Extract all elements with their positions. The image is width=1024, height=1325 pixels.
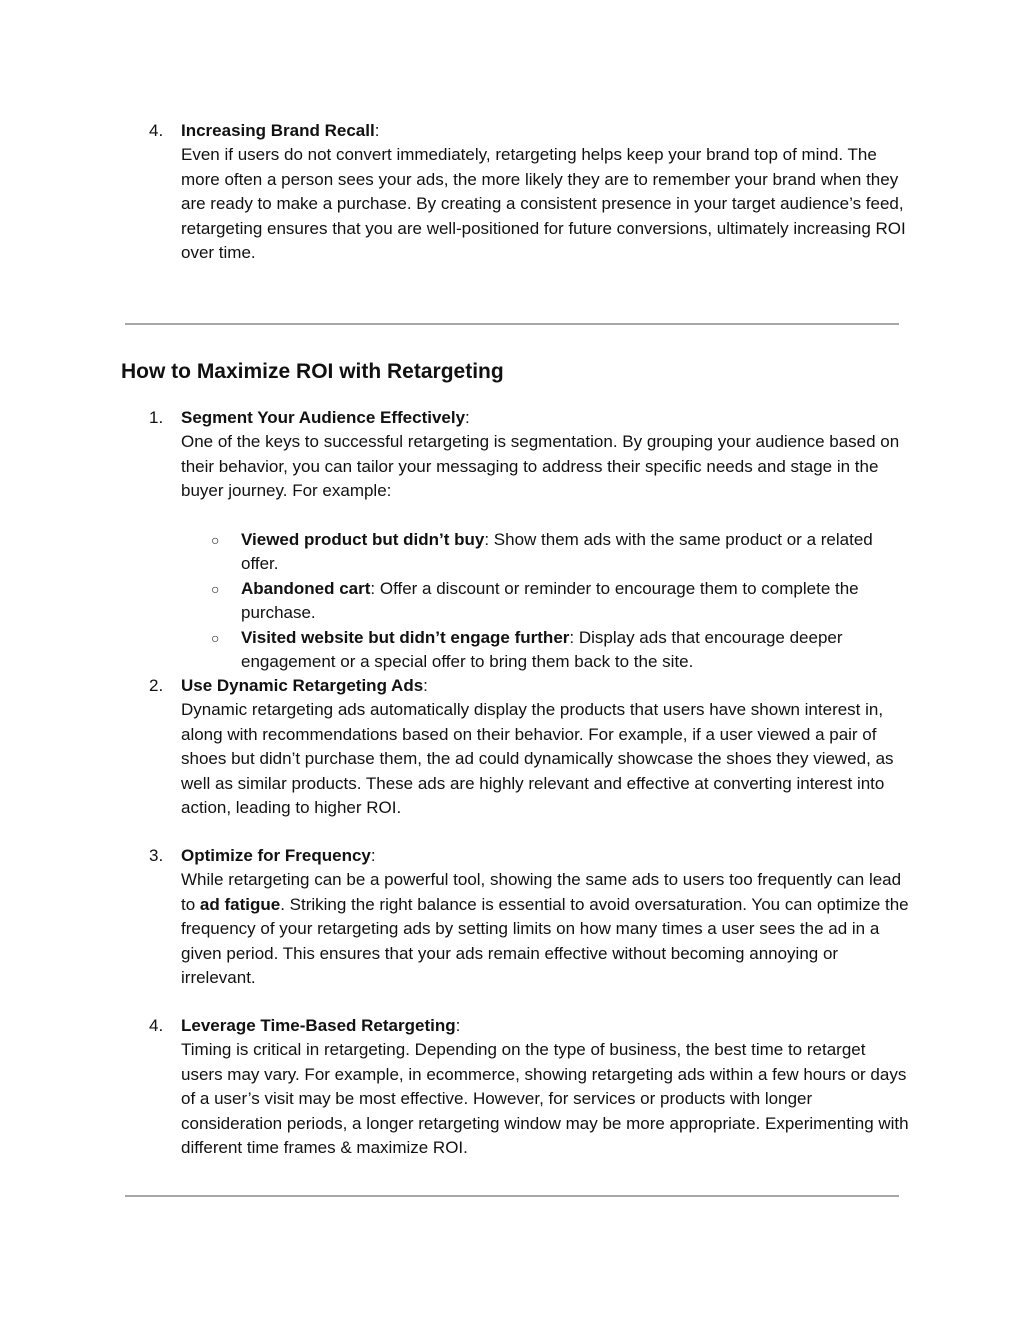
list-number: 4. — [149, 1016, 164, 1035]
list-item-time-based-retargeting — [149, 1014, 911, 1160]
bullet-title: Viewed product but didn’t buy — [241, 530, 485, 549]
body-bold-term: ad fatigue — [199, 894, 281, 914]
colon: : — [370, 846, 376, 865]
item-body: Timing is critical in retargeting. Depending on the type of business, the best time to retarget users may vary. For example, in ecommerce, showing retargeting ads within a few hours or days of a user’s visit may be most effective. However, for services or products with longer consideration periods, a longer retargeting window may be more appropriate. Experimenting with different time frames & maximize ROI. — [181, 1040, 909, 1158]
item-body: Dynamic retargeting ads automatically display the products that users have shown interest in, along with recommendations based on their behavior. For example, if a user viewed a pair of shoes but didn’t purchase them, the ad could dynamically showcase the shoes they viewed, as well as similar products. These ads are highly relevant and effective at converting interest into action, leading to higher ROI. — [181, 700, 894, 818]
hollow-circle-bullet-icon: ○ — [211, 580, 220, 597]
item-title: Optimize for Frequency — [181, 846, 371, 865]
item-title: Use Dynamic Retargeting Ads — [181, 676, 424, 695]
item-body — [181, 868, 911, 990]
bullet-item — [211, 626, 911, 675]
bullet-title: Visited website but didn’t engage further — [241, 627, 570, 647]
colon: : — [465, 408, 470, 427]
list-number: 3. — [149, 846, 164, 865]
bullet-title: Abandoned cart — [241, 578, 371, 598]
list-number: 1. — [149, 408, 164, 427]
segment-bullet-list — [211, 528, 911, 674]
list-item-dynamic-retargeting — [149, 674, 911, 820]
colon: : — [423, 676, 428, 695]
body-text: While retargeting can be a powerful tool, showing the same ads to users too frequently can lead to — [181, 870, 902, 914]
bullet-text: : Display ads that encourage deeper engagement or a special offer to bring them back to the site. — [241, 627, 843, 672]
list-item-heading — [181, 119, 911, 143]
bullet-item — [211, 528, 911, 577]
list-item-heading — [181, 406, 911, 430]
bullet-item — [211, 577, 911, 626]
item-body: Even if users do not convert immediately, retargeting helps keep your brand top of mind. The more often a person sees your ads, the more likely they are to remember your brand when they are ready to make a purchase. By creating a consistent presence in your target audience’s feed, retargeting ensures that you are well-positioned for future conversions, ultimately increasing ROI over time. — [181, 145, 906, 263]
horizontal-divider — [125, 1195, 899, 1197]
horizontal-divider — [125, 323, 899, 325]
bullet-text: : Offer a discount or reminder to encourage them to complete the purchase. — [241, 578, 859, 623]
colon: : — [455, 1016, 461, 1035]
list-number: 4. — [149, 121, 164, 140]
section-heading: How to Maximize ROI with Retargeting — [121, 360, 504, 383]
bullet-text: : Show them ads with the same product or a related offer. — [241, 530, 873, 574]
body-text: . Striking the right balance is essential to avoid oversaturation. You can optimize the frequency of your retargeting ads by setting limits on how many times a user sees the ad in a given period. This ensures that your ads remain effective without becoming annoying or irrelevant. — [181, 894, 909, 988]
list-number: 2. — [149, 676, 164, 695]
list-item-increasing-brand-recall — [149, 119, 911, 265]
item-body: One of the keys to successful retargeting is segmentation. By grouping your audience based on their behavior, you can tailor your messaging to address their specific needs and stage in the buyer journey. For example: — [181, 432, 900, 501]
list-item-heading — [181, 1014, 911, 1038]
hollow-circle-bullet-icon: ○ — [211, 629, 220, 646]
list-item-heading — [181, 844, 911, 868]
colon: : — [374, 121, 380, 140]
item-title: Increasing Brand Recall — [181, 121, 375, 140]
list-item-optimize-frequency — [149, 844, 911, 990]
hollow-circle-bullet-icon: ○ — [211, 532, 220, 548]
list-item-segment-audience — [149, 406, 911, 504]
list-item-heading — [181, 674, 911, 698]
item-title: Segment Your Audience Effectively — [181, 408, 466, 427]
item-title: Leverage Time-Based Retargeting — [181, 1016, 456, 1035]
